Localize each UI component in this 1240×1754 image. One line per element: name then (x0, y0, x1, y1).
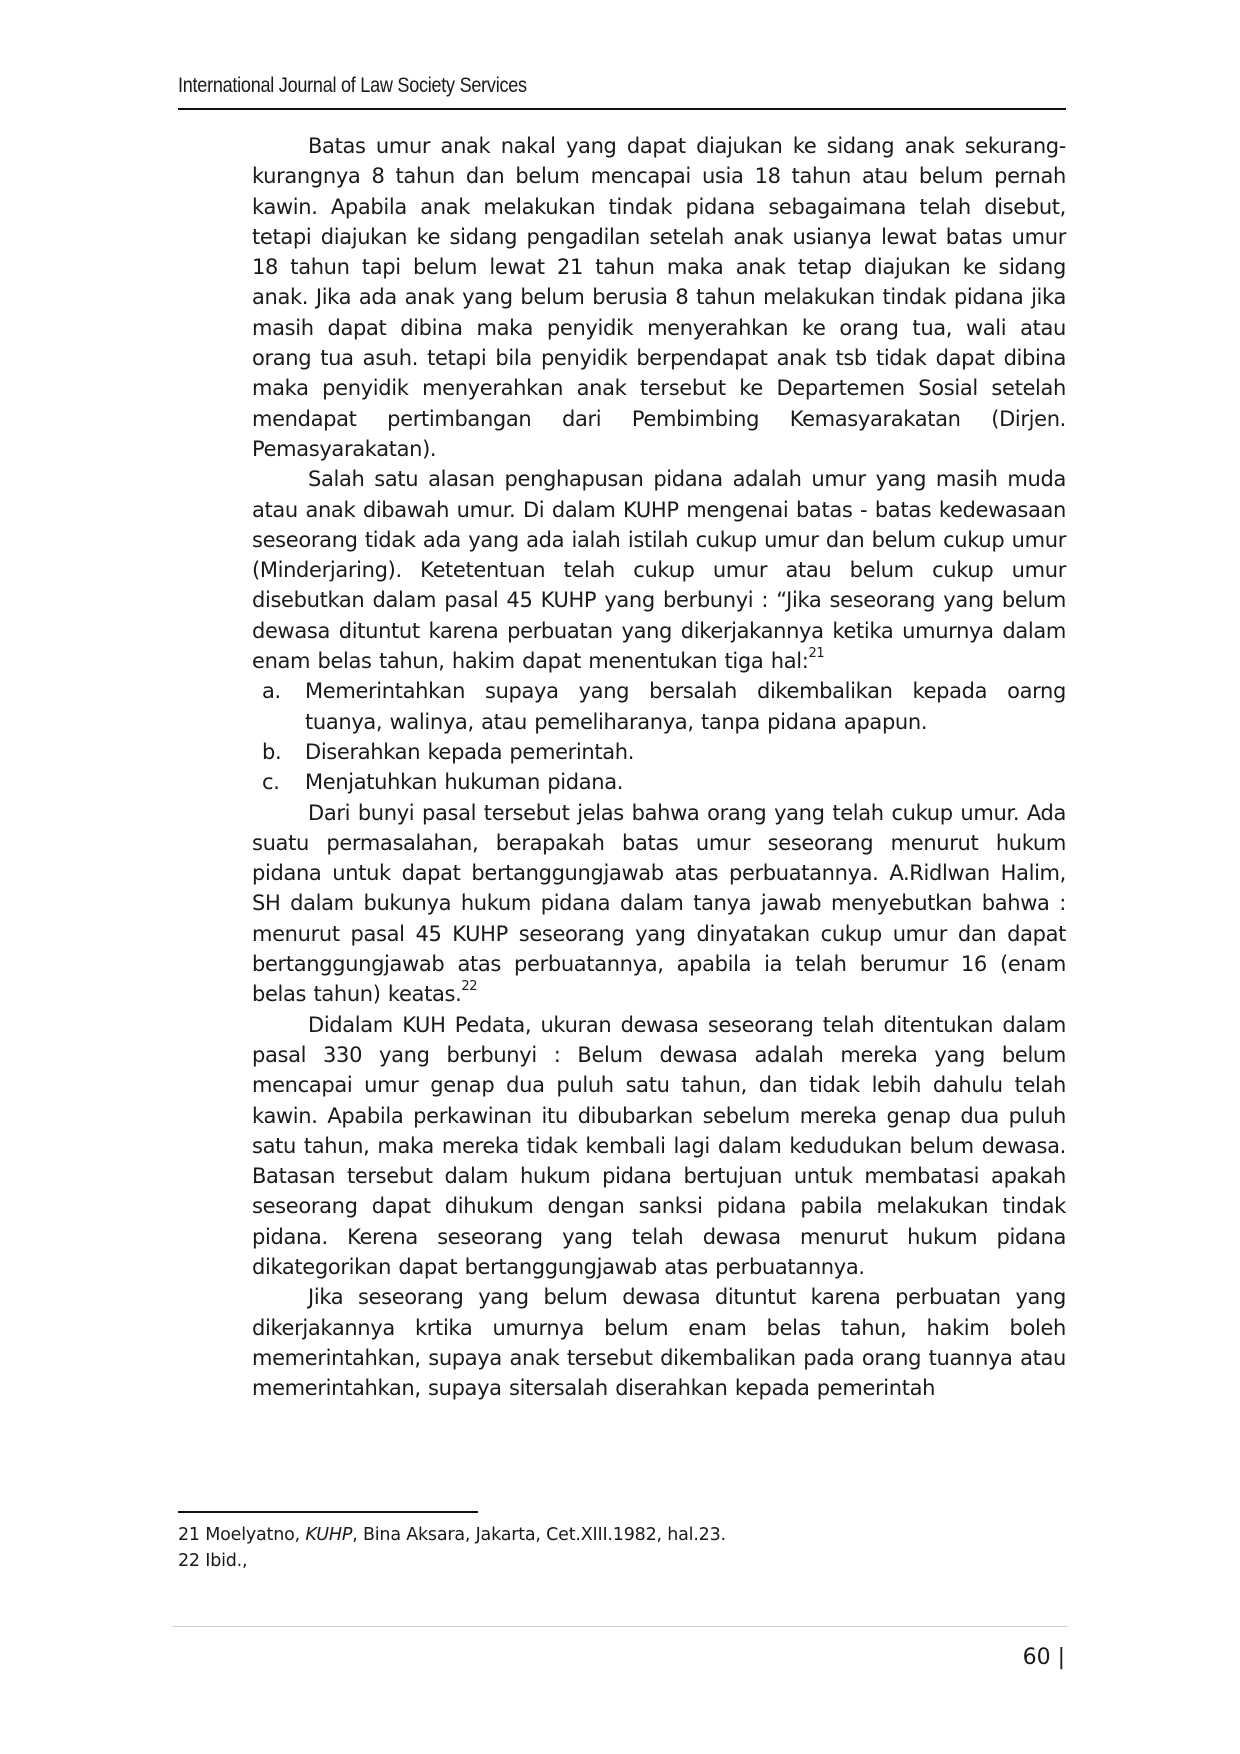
paragraph-2 (252, 464, 1066, 676)
list-item-text: Menjatuhkan hukuman pidana. (305, 770, 624, 795)
footnote-21-title: KUHP (305, 1525, 353, 1545)
paragraph-3 (252, 798, 1066, 1010)
paragraph-2-text: Salah satu alasan penghapusan pidana adalah umur yang masih muda atau anak dibawah umur. Di dalam KUHP mengenai batas - batas kedewasaan seseorang tidak ada yang ada ialah istilah cukup umur dan belum cukup umur (Minderjaring). Ketetentuan telah cukup umur atau belum cukup umur disebutkan dalam pasal 45 KUHP yang berbunyi : “Jika seseorang yang belum dewasa dituntut karena perbuatan yang dikerjakannya ketika umurnya dalam enam belas tahun, hakim dapat menentukan tiga hal: (252, 467, 1066, 674)
list-item (262, 676, 1066, 737)
footnote-21-prefix: 21 Moelyatno, (178, 1525, 306, 1545)
list-marker: b. (262, 739, 282, 764)
paragraph-4: Didalam KUH Pedata, ukuran dewasa seseorang telah ditentukan dalam pasal 330 yang berbunyi : Belum dewasa adalah mereka yang belum mencapai umur genap dua puluh satu tahun, dan tidak lebih dahulu telah kawin. Apabila perkawinan itu dibubarkan sebelum mereka genap dua puluh satu tahun, maka mereka tidak kembali lagi dalam kedudukan belum dewasa. Batasan tersebut dalam hukum pidana bertujuan untuk membatasi apakah seseorang dapat dihukum dengan sanksi pidana pabila melakukan tindak pidana. Kerena seseorang yang telah dewasa menurut hukum pidana dikategorikan dapat bertanggungjawab atas perbuatannya. (252, 1012, 1066, 1279)
list-item-text: Memerintahkan supaya yang bersalah dikembalikan kepada oarng tuanya, walinya, atau pemeliharanya, tanpa pidana apapun. (305, 679, 1066, 734)
paragraph-3-text: Dari bunyi pasal tersebut jelas bahwa orang yang telah cukup umur. Ada suatu permasalahan, berapakah batas umur seseorang menurut hukum pidana untuk dapat bertanggungjawab atas perbuatannya. A.Ridlwan Halim, SH dalam bukunya hukum pidana dalam tanya jawab menyebutkan bahwa : menurut pasal 45 KUHP seseorang yang dinyatakan cukup umur dan dapat bertanggungjawab atas perbuatannya, apabila ia telah berumur 16 (enam belas tahun) keatas. (252, 800, 1066, 1007)
list-item (262, 737, 1066, 767)
footnotes (178, 1522, 1058, 1574)
provisions-list (252, 676, 1066, 797)
paragraph-5: Jika seseorang yang belum dewasa dituntut karena perbuatan yang dikerjakannya krtika umurnya belum enam belas tahun, hakim boleh memerintahkan, supaya anak tersebut dikembalikan pada orang tuannya atau memerintahkan, supaya sitersalah diserahkan kepada pemerintah (252, 1285, 1066, 1401)
list-marker: c. (262, 770, 280, 795)
list-marker: a. (262, 679, 281, 704)
page-number: 60 | (1022, 1645, 1065, 1670)
paragraph-1: Batas umur anak nakal yang dapat diajukan ke sidang anak sekurang-kurangnya 8 tahun dan belum mencapai usia 18 tahun atau belum pernah kawin. Apabila anak melakukan tindak pidana sebagaimana telah disebut, tetapi diajukan ke sidang pengadilan setelah anak usianya lewat batas umur 18 tahun tapi belum lewat 21 tahun maka anak tetap diajukan ke sidang anak. Jika ada anak yang belum berusia 8 tahun melakukan tindak pidana jika masih dapat dibina maka penyidik menyerahkan ke orang tua, wali atau orang tua asuh. tetapi bila penyidik berpendapat anak tsb tidak dapat dibina maka penyidik menyerahkan anak tersebut ke Departemen Sosial setelah mendapat pertimbangan dari Pembimbing Kemasyarakatan (Dirjen. Pemasyarakatan). (252, 134, 1066, 461)
footnote-ref-22[interactable]: 22 (461, 979, 478, 995)
footnote-separator (178, 1511, 478, 1513)
list-item-text: Diserahkan kepada pemerintah. (305, 739, 635, 764)
running-header: International Journal of Law Society Services (178, 74, 527, 97)
footnote-ref-21[interactable]: 21 (808, 646, 825, 662)
list-item (262, 767, 1066, 797)
footnote-22: 22 Ibid., (178, 1551, 248, 1571)
header-rule (178, 108, 1066, 110)
footnote-21 (178, 1522, 1058, 1548)
footer-rule (172, 1626, 1068, 1627)
footnote-21-suffix: , Bina Aksara, Jakarta, Cet.XIII.1982, hal.23. (352, 1525, 726, 1545)
body-text (252, 131, 1066, 1403)
